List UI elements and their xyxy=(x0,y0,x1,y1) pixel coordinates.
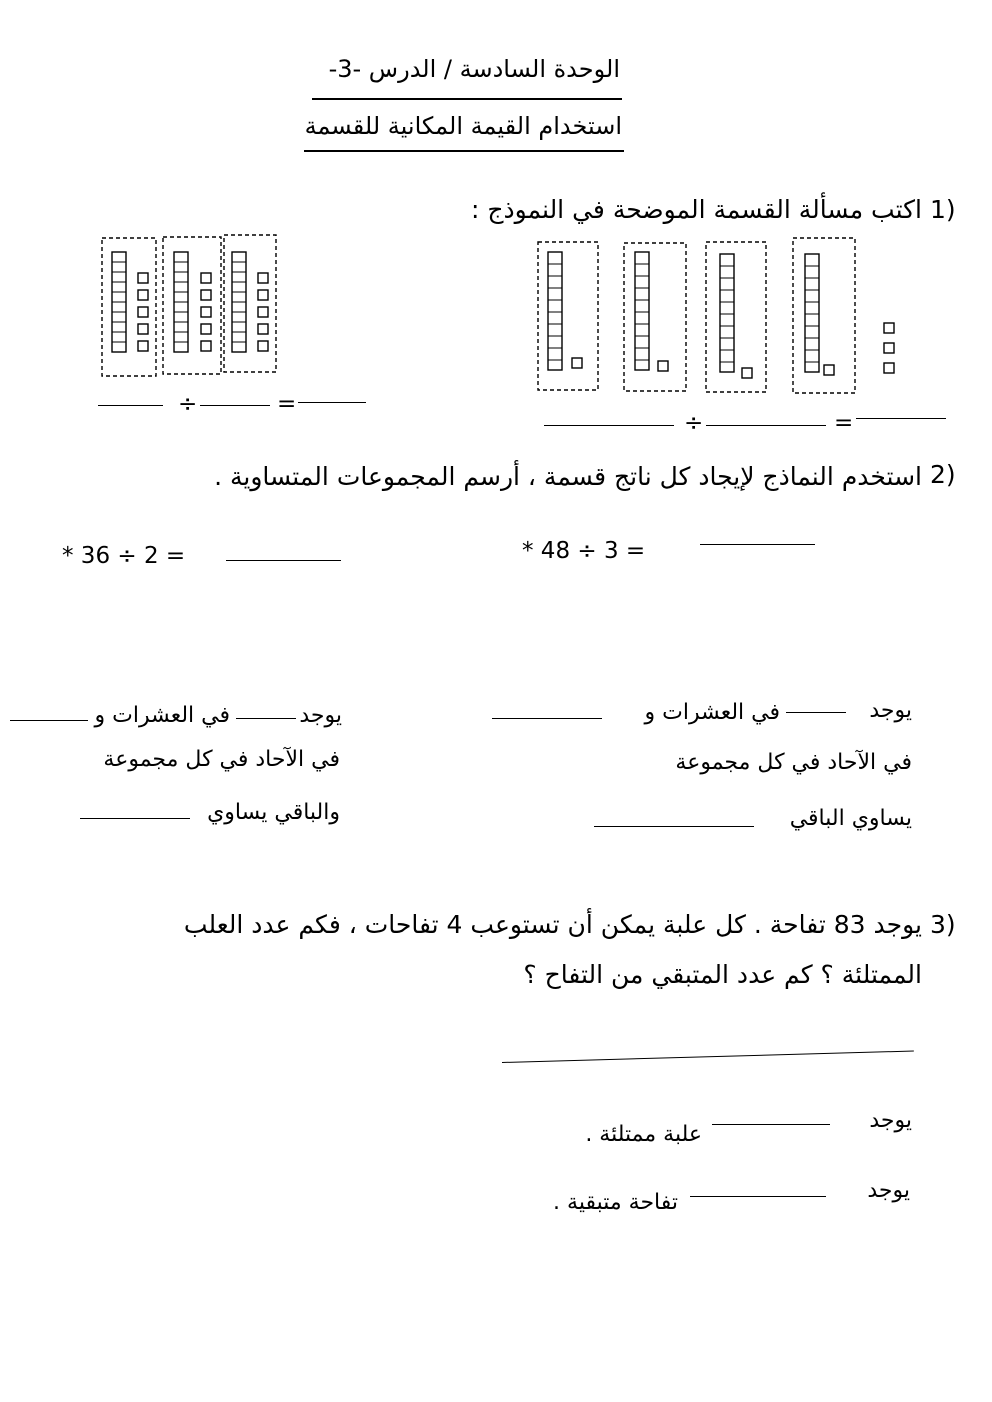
q2-number: 2) xyxy=(930,460,956,489)
q3-answer1-end: علبة ممتلئة . xyxy=(585,1122,702,1147)
q1-right-eq-sign: = xyxy=(834,410,854,436)
right-model-leftover-ones xyxy=(884,323,894,373)
q2-left-tens-label: في العشرات و xyxy=(94,703,230,728)
q2-left-remainder-blank[interactable] xyxy=(80,818,190,819)
q3-text-line1: يوجد 83 تفاحة . كل علبة يمكن أن تستوعب 4 تفاحات ، فكم عدد العلب xyxy=(183,910,922,939)
q2-right-ones-blank[interactable] xyxy=(492,718,602,719)
q2-right-remainder-blank[interactable] xyxy=(594,826,754,827)
q2-right-exists-label: يوجد xyxy=(869,698,912,723)
q3-text-line2: الممتلئة ؟ كم عدد المتبقي من التفاح ؟ xyxy=(523,960,922,989)
q3-answer2-end: تفاحة متبقية . xyxy=(553,1190,678,1215)
q2-right-tens-blank[interactable] xyxy=(786,712,846,713)
q2-right-ones-label: في الآحاد في كل مجموعة xyxy=(675,750,912,775)
q2-right-answer[interactable] xyxy=(700,544,815,545)
unit-lesson-title: الوحدة السادسة / الدرس -3- xyxy=(328,55,620,83)
q1-left-answer-quotient[interactable] xyxy=(298,402,366,403)
right-model-group-1 xyxy=(538,242,598,390)
q1-number: 1) xyxy=(930,195,956,224)
left-model-group-2 xyxy=(163,237,221,374)
q1-left-answer-divisor[interactable] xyxy=(200,405,270,406)
lesson-topic-title: استخدام القيمة المكانية للقسمة xyxy=(304,112,622,140)
q3-answer2-start: يوجد xyxy=(867,1178,910,1203)
q3-full-boxes-blank[interactable] xyxy=(712,1124,830,1125)
right-model-group-2 xyxy=(624,243,686,391)
q2-left-exists-label: يوجد xyxy=(299,703,342,728)
left-model-group-1 xyxy=(102,238,156,376)
q1-right-div-sign: ÷ xyxy=(684,410,704,436)
q1-left-div-sign: ÷ xyxy=(178,391,198,417)
right-model-group-4 xyxy=(793,238,855,393)
q2-left-ones-label: في الآحاد في كل مجموعة xyxy=(103,747,340,772)
q2-left-ones-blank[interactable] xyxy=(10,720,88,721)
q1-right-answer-dividend[interactable] xyxy=(544,425,674,426)
q2-left-remainder-label: والباقي يساوي xyxy=(207,800,340,825)
q2-left-tens-blank[interactable] xyxy=(236,718,296,719)
q2-right-remainder-label: يساوي الباقي xyxy=(789,806,912,831)
q1-left-eq-sign: = xyxy=(277,391,297,417)
q1-right-answer-quotient[interactable] xyxy=(856,418,946,419)
q1-instruction: اكتب مسألة القسمة الموضحة في النموذج : xyxy=(471,195,922,224)
q3-answer1-start: يوجد xyxy=(869,1108,912,1133)
q2-left-answer[interactable] xyxy=(226,560,341,561)
q3-number: 3) xyxy=(930,910,956,939)
q1-right-answer-divisor[interactable] xyxy=(706,425,826,426)
q2-right-problem: * 48 ÷ 3 = xyxy=(522,538,646,564)
q2-left-problem: * 36 ÷ 2 = xyxy=(62,543,186,569)
right-model-group-3 xyxy=(706,242,766,392)
q2-instruction: استخدم النماذج لإيجاد كل ناتج قسمة ، أرسم المجموعات المتساوية . xyxy=(214,462,922,491)
left-model-group-3 xyxy=(224,235,276,372)
q1-left-answer-dividend[interactable] xyxy=(98,405,163,406)
q2-right-tens-label: في العشرات و xyxy=(644,700,780,725)
q3-remaining-apples-blank[interactable] xyxy=(690,1196,826,1197)
